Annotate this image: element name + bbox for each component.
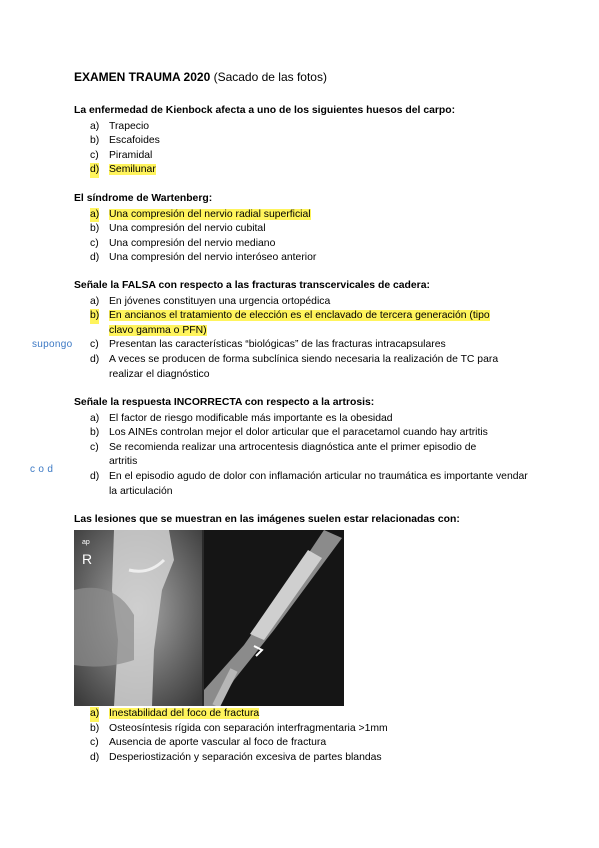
option-text: En el episodio agudo de dolor con inflamación articular no traumática es importante vendar la articulación (109, 470, 528, 497)
question-5 (74, 513, 534, 529)
option-c (74, 736, 534, 751)
option-text-highlighted: Una compresión del nervio radial superficial (109, 208, 311, 220)
option-text: Ausencia de aporte vascular al foco de fractura (109, 737, 327, 749)
option-letter: b) (90, 722, 100, 734)
option-a (74, 120, 534, 135)
option-letter: b) (90, 309, 99, 324)
option-d (74, 353, 534, 382)
option-letter: c) (90, 441, 99, 453)
question-3 (74, 279, 534, 382)
option-d (74, 251, 534, 266)
option-letter: c) (90, 149, 99, 161)
option-a (74, 295, 534, 310)
question-title: Señale la respuesta INCORRECTA con respecto a la artrosis: (74, 397, 375, 408)
option-letter: a) (90, 707, 99, 722)
option-letter: b) (90, 427, 100, 439)
xray-left-hip (74, 530, 202, 706)
handwritten-note-cod: c o d (30, 464, 54, 475)
option-text-highlighted: En ancianos el tratamiento de elección es el enclavado de tercera generación (tipo (109, 310, 490, 322)
option-text-highlighted: Semilunar (109, 164, 156, 176)
option-text-highlighted: Inestabilidad del foco de fractura (109, 708, 260, 719)
xray-images (74, 530, 344, 706)
handwritten-note-supongo: supongo (32, 339, 73, 350)
option-letter: c) (90, 339, 99, 351)
question-5-options (74, 707, 534, 765)
question-title: El síndrome de Wartenberg: (74, 193, 213, 204)
option-text: Una compresión del nervio cubital (109, 223, 266, 235)
option-a (74, 707, 534, 722)
option-text: Los AINEs controlan mejor el dolor articular que el paracetamol cuando hay artritis (109, 427, 488, 439)
option-letter: a) (90, 208, 99, 223)
question-1 (74, 104, 534, 178)
option-b (74, 222, 534, 237)
title-bold: EXAMEN TRAUMA 2020 (74, 70, 211, 84)
option-c (74, 237, 534, 252)
xray-right-tibia (204, 530, 344, 706)
title-subtitle: (Sacado de las fotos) (210, 70, 327, 84)
option-c (74, 149, 534, 164)
option-b (74, 309, 534, 338)
option-b (74, 426, 534, 441)
option-letter: d) (90, 252, 100, 264)
option-b (74, 722, 534, 737)
option-letter: c) (90, 737, 99, 749)
option-text: Trapecio (109, 120, 150, 132)
option-letter: a) (90, 412, 100, 424)
option-letter: c) (90, 237, 99, 249)
option-d (74, 470, 534, 499)
option-d (74, 163, 534, 178)
option-letter: b) (90, 135, 100, 147)
option-d (74, 751, 534, 766)
question-title: La enfermedad de Kienbock afecta a uno de los siguientes huesos del carpo: (74, 105, 456, 116)
option-letter: a) (90, 295, 100, 307)
option-text: Se recomienda realizar una artrocentesis diagnóstica ante el primer episodio de artritis (109, 441, 477, 468)
question-2 (74, 192, 534, 266)
option-letter: d) (90, 163, 99, 178)
xray-marker-r: R (82, 551, 93, 567)
option-text: Presentan las características “biológicas” de las fracturas intracapsulares (109, 339, 446, 351)
option-a (74, 208, 534, 223)
option-letter: d) (90, 353, 100, 365)
option-text: Una compresión del nervio interóseo anterior (109, 252, 317, 264)
option-text: Escafoides (109, 135, 160, 147)
option-text: Una compresión del nervio mediano (109, 237, 276, 249)
option-letter: d) (90, 470, 100, 482)
option-letter: b) (90, 223, 100, 235)
option-text-highlighted: clavo gamma o PFN) (109, 324, 207, 336)
option-text: El factor de riesgo modificable más importante es la obesidad (109, 412, 393, 424)
option-c (74, 338, 534, 353)
option-text: A veces se producen de forma subclínica siendo necesaria la realización de TC para realizar el diagnóstico (109, 353, 499, 380)
question-title: Señale la FALSA con respecto a las fracturas transcervicales de cadera: (74, 280, 430, 291)
option-letter: a) (90, 120, 100, 132)
option-letter: d) (90, 751, 100, 763)
option-text: En jóvenes constituyen una urgencia ortopédica (109, 295, 331, 307)
option-text: Desperiostización y separación excesiva de partes blandas (109, 751, 382, 763)
question-4 (74, 396, 534, 499)
option-b (74, 134, 534, 149)
option-a (74, 412, 534, 427)
option-text: Piramidal (109, 149, 153, 161)
option-c (74, 441, 534, 470)
option-text: Osteosíntesis rígida con separación interfragmentaria >1mm (109, 722, 388, 734)
page-title (74, 70, 327, 85)
question-title: Las lesiones que se muestran en las imágenes suelen estar relacionadas con: (74, 514, 460, 525)
xray-marker-ap: ap (82, 539, 90, 546)
